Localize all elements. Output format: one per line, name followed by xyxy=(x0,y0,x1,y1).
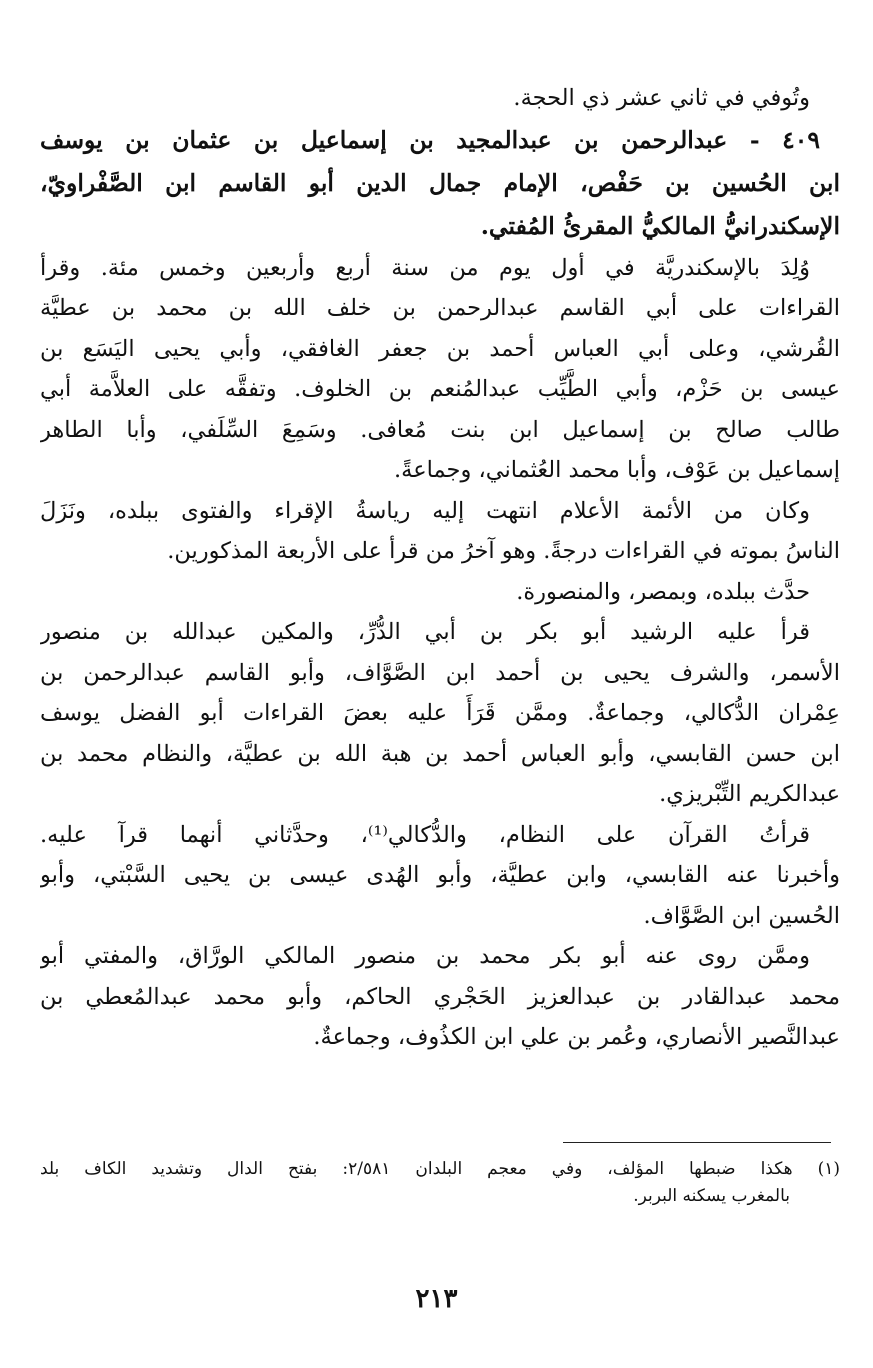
paragraph xyxy=(40,78,840,119)
text-line: عِمْران الدُّكالي، وجماعةٌ. وممَّن قَرَأَ عليه بعضَ القراءات أبو الفضل يوسف xyxy=(40,700,840,726)
text-line: حدَّث ببلده، وبمصر، والمنصورة. xyxy=(516,578,810,605)
paragraph xyxy=(40,248,840,491)
text-line: وكان من الأئمة الأعلام انتهت إليه رياسةُ الإقراء والفتوى ببلده، ونَزَلَ xyxy=(40,497,810,524)
text-line: طالب صالح بن إسماعيل ابن بنت مُعافى. وسَمِعَ السِّلَفي، وأبا الطاهر xyxy=(40,416,840,443)
paragraph xyxy=(40,491,840,572)
text-line: الإسكندرانيُّ المالكيُّ المقرئُ المُفتي. xyxy=(480,211,840,240)
paragraph xyxy=(40,815,840,937)
text-line: الحُسين ابن الصَّوَّاف. xyxy=(643,902,840,929)
footnote xyxy=(40,1156,840,1210)
text-line: ٤٠٩ - عبدالرحمن بن عبدالمجيد بن إسماعيل بن عثمان بن يوسف xyxy=(40,125,820,154)
text-line: القُرشي، وعلى أبي العباس أحمد بن جعفر الغافقي، وأبي يحيى اليَسَع بن xyxy=(40,335,840,362)
text-line: وممَّن روى عنه أبو بكر محمد بن منصور المالكي الورَّاق، والمفتي أبو xyxy=(40,943,810,969)
text-line: وتُوفي في ثاني عشر ذي الحجة. xyxy=(513,85,810,111)
text-line: عبدالنَّصير الأنصاري، وعُمر بن علي ابن الكذُوف، وجماعةٌ. xyxy=(313,1024,840,1050)
text-line: عيسى بن حَزْم، وأبي الطَّيِّب عبدالمُنعم بن الخلوف. وتفقَّه على العلاَّمة أبي xyxy=(40,376,840,402)
text-line: وُلِدَ بالإسكندريَّة في أول يوم من سنة أربع وأربعين وخمس مئة. وقرأ xyxy=(40,254,810,281)
page-number: ٢١٣ xyxy=(415,1284,458,1314)
text-line: الناسُ بموته في القراءات درجةً. وهو آخرُ من قرأ على الأربعة المذكورين. xyxy=(167,538,840,564)
footnote-divider xyxy=(563,1142,831,1143)
text-line: القراءات على أبي القاسم عبدالرحمن بن خلف الله بن محمد بن عطيَّة xyxy=(40,295,840,321)
text-line: قرأتُ القرآن على النظام، والدُّكالي⁽¹⁾، وحدَّثاني أنهما قرآ عليه. xyxy=(40,821,810,848)
text-line: الأسمر، والشرف يحيى بن أحمد ابن الصَّوَّاف، وأبو القاسم عبدالرحمن بن xyxy=(40,659,840,686)
text-line: محمد عبدالقادر بن عبدالعزيز الحَجْري الحاكم، وأبو محمد عبدالمُعطي بن xyxy=(40,983,840,1010)
footnote-line: (١) هكذا ضبطها المؤلف، وفي معجم البلدان ٢/٥٨١: بفتح الدال وتشديد الكاف بلد xyxy=(40,1159,840,1179)
text-line: وأخبرنا عنه القابسي، وابن عطيَّة، وأبو الهُدى عيسى بن يحيى السَّبْتي، وأبو xyxy=(40,862,840,888)
footnote-line: بالمغرب يسكنه البربر. xyxy=(633,1186,790,1206)
text-line: ابن حسن القابسي، وأبو العباس أحمد بن هبة الله بن عطيَّة، والنظام محمد بن xyxy=(40,740,840,767)
text-line: ابن الحُسين بن حَفْص، الإمام جمال الدين أبو القاسم ابن الصَّفْراويّ، xyxy=(40,168,840,197)
text-line: عبدالكريم التِّبْريزي. xyxy=(659,781,840,807)
paragraph xyxy=(40,612,840,815)
text-line: إسماعيل بن عَوْف، وأبا محمد العُثماني، وجماعةً. xyxy=(394,457,840,483)
page-body xyxy=(40,78,840,1058)
paragraph xyxy=(40,572,840,613)
footnotes xyxy=(40,1156,840,1210)
text-line: قرأ عليه الرشيد أبو بكر بن أبي الدُّرِّ، والمكين عبدالله بن منصور xyxy=(40,619,810,645)
entry-heading xyxy=(40,119,840,248)
paragraph xyxy=(40,936,840,1058)
